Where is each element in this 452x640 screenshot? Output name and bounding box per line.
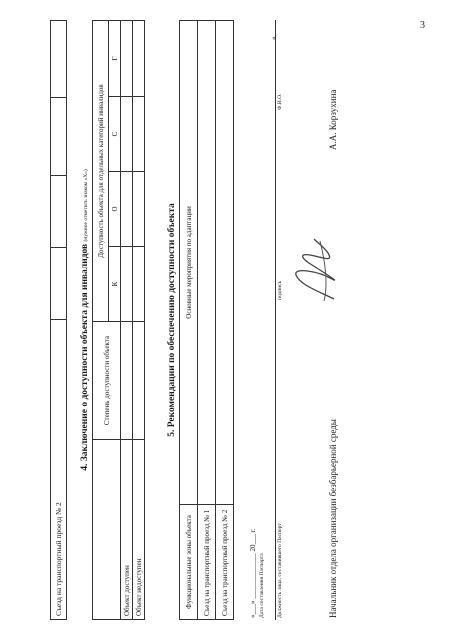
category-o: О xyxy=(109,172,121,247)
fio-caption: Ф.И.О. xyxy=(277,93,283,110)
measures-header: Основные мероприятия по адаптации xyxy=(180,21,198,505)
date-line: «___» _____________ 20___ г. xyxy=(249,528,257,618)
zones-header: Функциональные зоны объекта xyxy=(180,505,198,620)
table-row: Объект недоступен xyxy=(133,440,145,620)
category-k: К xyxy=(109,247,121,322)
table-row: Съезд на транспортный проезд № 2 xyxy=(216,505,234,620)
table-row: Съезд на транспортный проезд № 2 xyxy=(51,320,67,620)
section4-note: (нужное отметить знаком «Х») xyxy=(83,169,89,242)
date-caption: Дата составления Паспорта xyxy=(259,553,265,618)
tail-mark: », xyxy=(270,34,278,40)
signature-line xyxy=(275,20,276,620)
categories-header: Доступность объекта для отдельных категорий инвалидов xyxy=(93,21,109,322)
degree-header: Степень доступности объекта xyxy=(93,322,121,440)
position-caption: Должность лица, составившего Паспорт xyxy=(277,523,283,618)
table-row: Съезд на транспортный проезд № 1 xyxy=(198,505,216,620)
page-number: 3 xyxy=(420,20,425,31)
category-g: Г xyxy=(109,21,121,97)
accessibility-table xyxy=(92,20,145,620)
category-s: С xyxy=(109,97,121,172)
top-table xyxy=(50,20,67,620)
section5-title: 5. Рекомендации по обеспечению доступности объекта xyxy=(167,203,177,437)
handwritten-signature xyxy=(288,235,348,305)
footer-position: Начальник отдела организации безбарьерной среды xyxy=(328,419,338,618)
footer-name: А.А. Корзухина xyxy=(328,89,338,150)
sign-caption: подпись xyxy=(277,280,283,300)
section4-title: 4. Заключение о доступности объекта для инвалидов (нужное отметить знаком «Х») xyxy=(80,169,90,471)
rotated-page xyxy=(50,20,442,620)
recommendations-table xyxy=(179,20,234,620)
table-row: Объект доступен xyxy=(121,440,133,620)
